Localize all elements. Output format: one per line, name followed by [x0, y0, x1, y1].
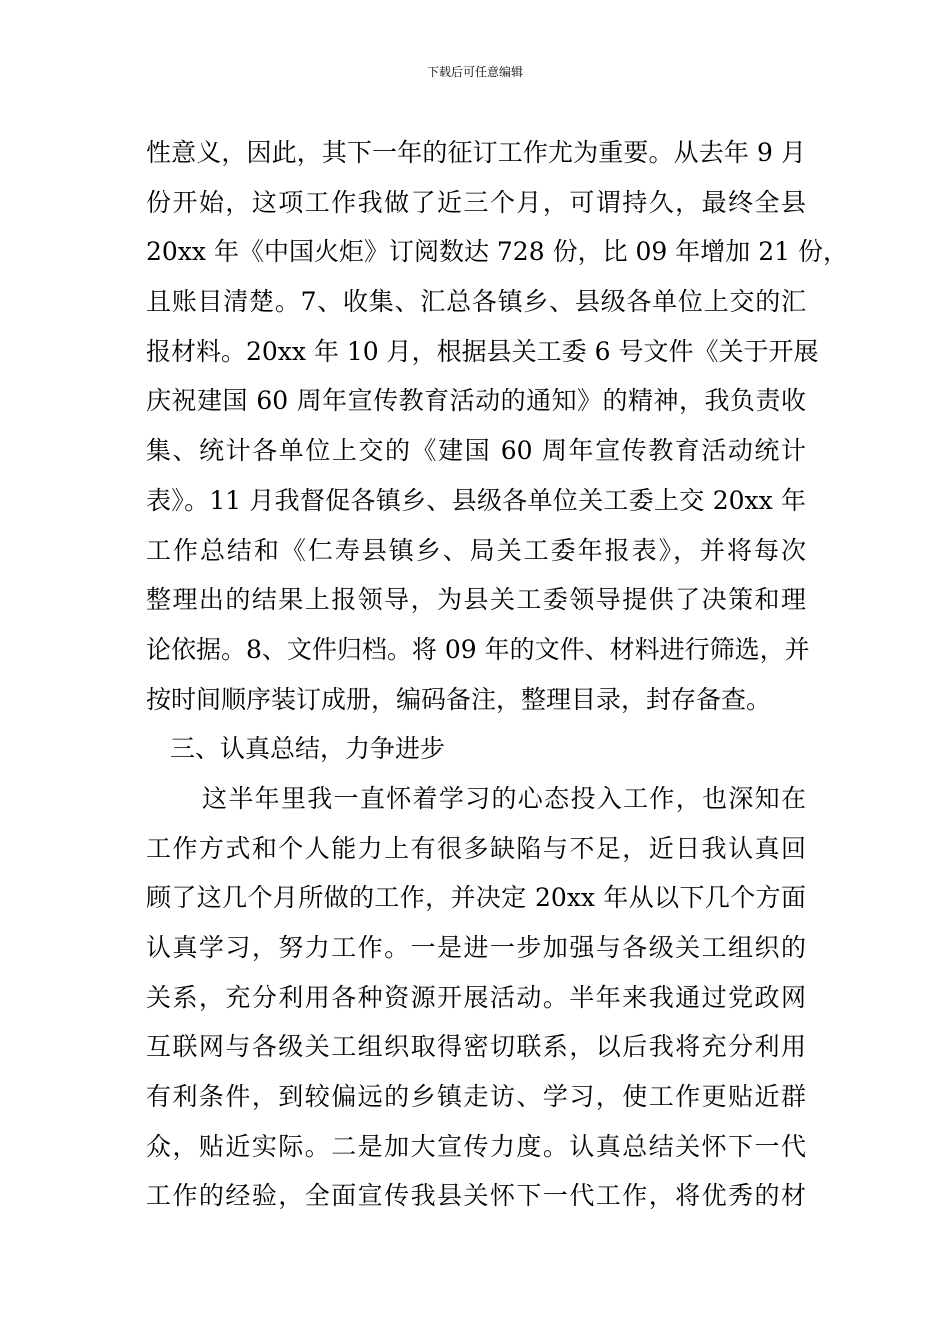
page-header-note: 下载后可任意编辑 — [426, 65, 523, 79]
document-body — [146, 128, 848, 1221]
text-line: 性意义，因此，其下一年的征订工作尤为重要。从去年 9 月 — [146, 138, 806, 167]
text-line: 20xx 年《中国火炬》订阅数达 728 份，比 09 年增加 21 份， — [146, 237, 848, 267]
text-line: 工作总结和《仁寿县镇乡、局关工委年报表》，并将每次 — [146, 535, 806, 565]
text-line: 有利条件，到较偏远的乡镇走访、学习，使工作更贴近群 — [146, 1082, 806, 1112]
text-line: 工作方式和个人能力上有很多缺陷与不足，近日我认真回 — [146, 833, 806, 863]
text-line: 按时间顺序装订成册，编码备注，整理目录，封存备查。 — [146, 684, 772, 714]
text-line: 顾了这几个月所做的工作，并决定 20xx 年从以下几个方面 — [146, 883, 806, 913]
text-line: 份开始，这项工作我做了近三个月，可谓持久，最终全县 — [146, 187, 806, 217]
text-line: 工作的经验，全面宣传我县关怀下一代工作，将优秀的材 — [146, 1181, 806, 1211]
paragraph-first-line: 这半年里我一直怀着学习的心态投入工作，也深知在 — [202, 783, 806, 813]
text-line: 认真学习，努力工作。一是进一步加强与各级关工组织的 — [146, 933, 806, 962]
section-heading: 三、认真总结，力争进步 — [170, 734, 446, 764]
text-line: 整理出的结果上报领导，为县关工委领导提供了决策和理 — [146, 585, 806, 615]
text-line: 报材料。20xx 年 10 月，根据县关工委 6 号文件《关于开展 — [146, 336, 819, 366]
text-line: 表》。11 月我督促各镇乡、县级各单位关工委上交 20xx 年 — [146, 485, 806, 515]
text-line: 众，贴近实际。二是加大宣传力度。认真总结关怀下一代 — [146, 1131, 806, 1161]
text-line: 互联网与各级关工组织取得密切联系，以后我将充分利用 — [146, 1032, 806, 1062]
text-line: 庆祝建国 60 周年宣传教育活动的通知》的精神，我负责收 — [146, 386, 806, 416]
text-line: 集、统计各单位上交的《建国 60 周年宣传教育活动统计 — [146, 436, 806, 466]
text-line: 且账目清楚。7、收集、汇总各镇乡、县级各单位上交的汇 — [146, 287, 806, 317]
text-line: 关系，充分利用各种资源开展活动。半年来我通过党政网 — [146, 982, 806, 1012]
text-line: 论依据。8、文件归档。将 09 年的文件、材料进行筛选，并 — [146, 634, 810, 664]
